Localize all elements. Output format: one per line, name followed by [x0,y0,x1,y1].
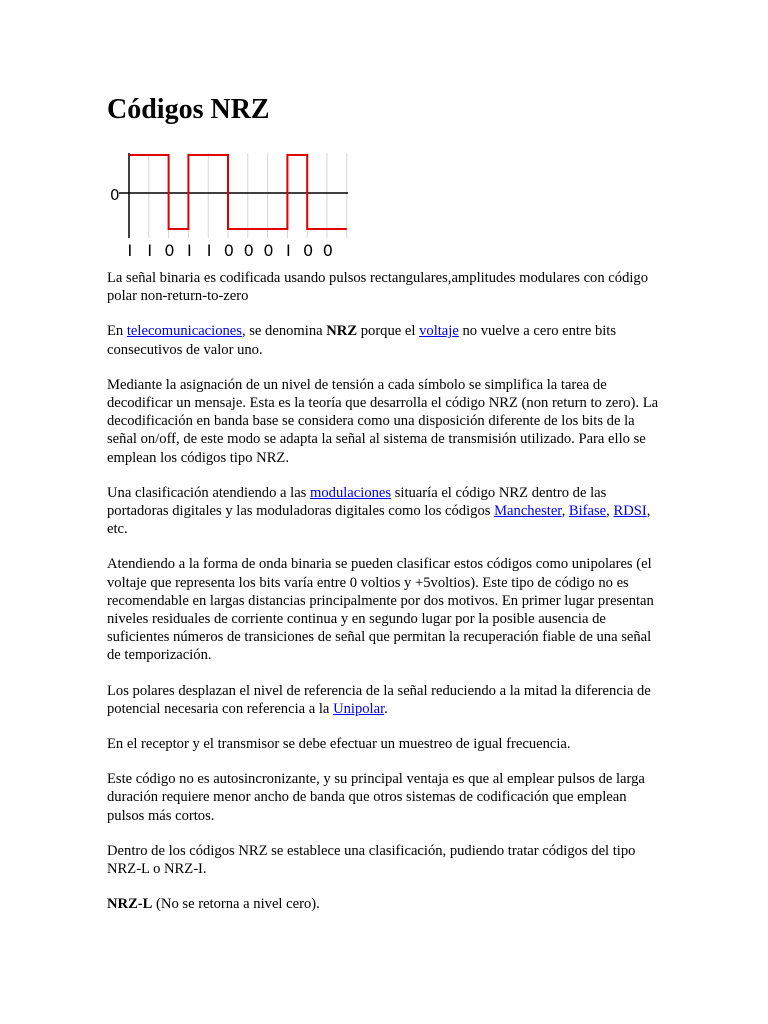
paragraph-text: Dentro de los códigos NRZ se establece una clasificación, pudiendo tratar códigos del tipo NRZ-L o NRZ-I. [107,842,636,878]
paragraph-text: Atendiendo a la forma de onda binaria se pueden clasificar estos códigos como unipolares (el voltaje que representa los bits varía entre 0 voltios y +5voltios). Este tipo de código no es recomendable en largas distancias principalmente por dos motivos. En primer lugar presentan niveles residuales de corriente continua y en segundo lugar por la posible ausencia de suficientes números de transiciones de señal que permitan la recuperación fiable de una señal de temporización. [107,556,654,664]
paragraph-text: , se denomina [241,323,327,340]
paragraph-text: situaría el código NRZ dentro de las portadoras digitales y las moduladoras digitales como los códigos [107,484,607,520]
paragraph [107,376,667,467]
link-unipolar[interactable]: Unipolar [333,700,385,717]
bit-label: 0 [322,241,333,260]
bit-label: 0 [223,241,234,260]
paragraph [107,484,667,539]
page-title: Códigos NRZ [107,94,270,125]
paragraph [107,555,667,664]
paragraph [107,322,667,358]
paragraph [107,735,667,753]
bit-label: I [127,241,133,260]
paragraph-text: (No se retorna a nivel cero). [152,896,320,913]
paragraph [107,269,667,305]
paragraph-text: En el receptor y el transmisor se debe efectuar un muestreo de igual frecuencia. [107,736,571,753]
paragraph [107,682,667,718]
paragraph-text: , [606,503,614,520]
paragraph-text: La señal binaria es codificada usando pulsos rectangulares,amplitudes modulares con código polar non-return-to-zero [107,270,649,305]
paragraph [107,895,667,913]
paragraph-text: , [561,503,569,520]
bit-label: I [206,241,212,260]
paragraph-text: Este código no es autosincronizante, y su principal ventaja es que al emplear pulsos de larga duración requiere menor ancho de banda que otros sistemas de codificación que emplean pulsos más cortos. [107,771,645,824]
link-manchester[interactable]: Manchester [494,503,562,520]
grid-lines [149,153,347,238]
nrz-signal-line [129,155,347,229]
link-modulaciones[interactable]: modulaciones [310,484,392,501]
bold-term-nrz-l: NRZ-L [107,896,153,913]
bit-labels [128,241,333,260]
bit-label: I [285,241,291,260]
document-body [107,269,667,930]
paragraph-text: Una clasificación atendiendo a las [107,484,311,501]
paragraph-text: no vuelve a cero entre bits consecutivos de valor uno. [107,323,617,358]
paragraph-text: Mediante la asignación de un nivel de tensión a cada símbolo se simplifica la tarea de decodificar un mensaje. Esta es la teoría que desarrolla el código NRZ (non return to zero). La decodificación en banda base se considera como una disposición diferente de los bits de la señal on/off, de este modo se adapta la señal al sistema de transmisión utilizado. Para ello se emplean los códigos tipo NRZ. [107,376,659,466]
link-telecomunicaciones[interactable]: telecomunicaciones [126,323,242,340]
zero-level-label: 0 [110,186,120,204]
bit-label: I [147,241,153,260]
bit-label: I [186,241,192,260]
link-voltaje[interactable]: voltaje [419,323,459,340]
bold-term-nrz: NRZ [326,323,358,340]
link-rdsi[interactable]: RDSI [613,503,647,520]
nrz-waveform-figure [107,150,351,266]
paragraph-text: . [384,700,388,717]
paragraph [107,770,667,825]
bit-label: 0 [263,241,274,260]
paragraph [107,842,667,878]
paragraph-text: porque el [357,323,420,340]
paragraph-text: Los polares desplazan el nivel de referencia de la señal reduciendo a la mitad la diferencia de potencial necesaria con referencia a la [107,682,651,717]
nrz-waveform-diagram [107,150,351,266]
bit-label: 0 [303,241,314,260]
link-bifase[interactable]: Bifase [568,503,607,520]
paragraph-text: En [107,323,127,340]
paragraph-text: , etc. [107,503,651,538]
bit-label: 0 [243,241,254,260]
bit-label: 0 [164,241,175,260]
